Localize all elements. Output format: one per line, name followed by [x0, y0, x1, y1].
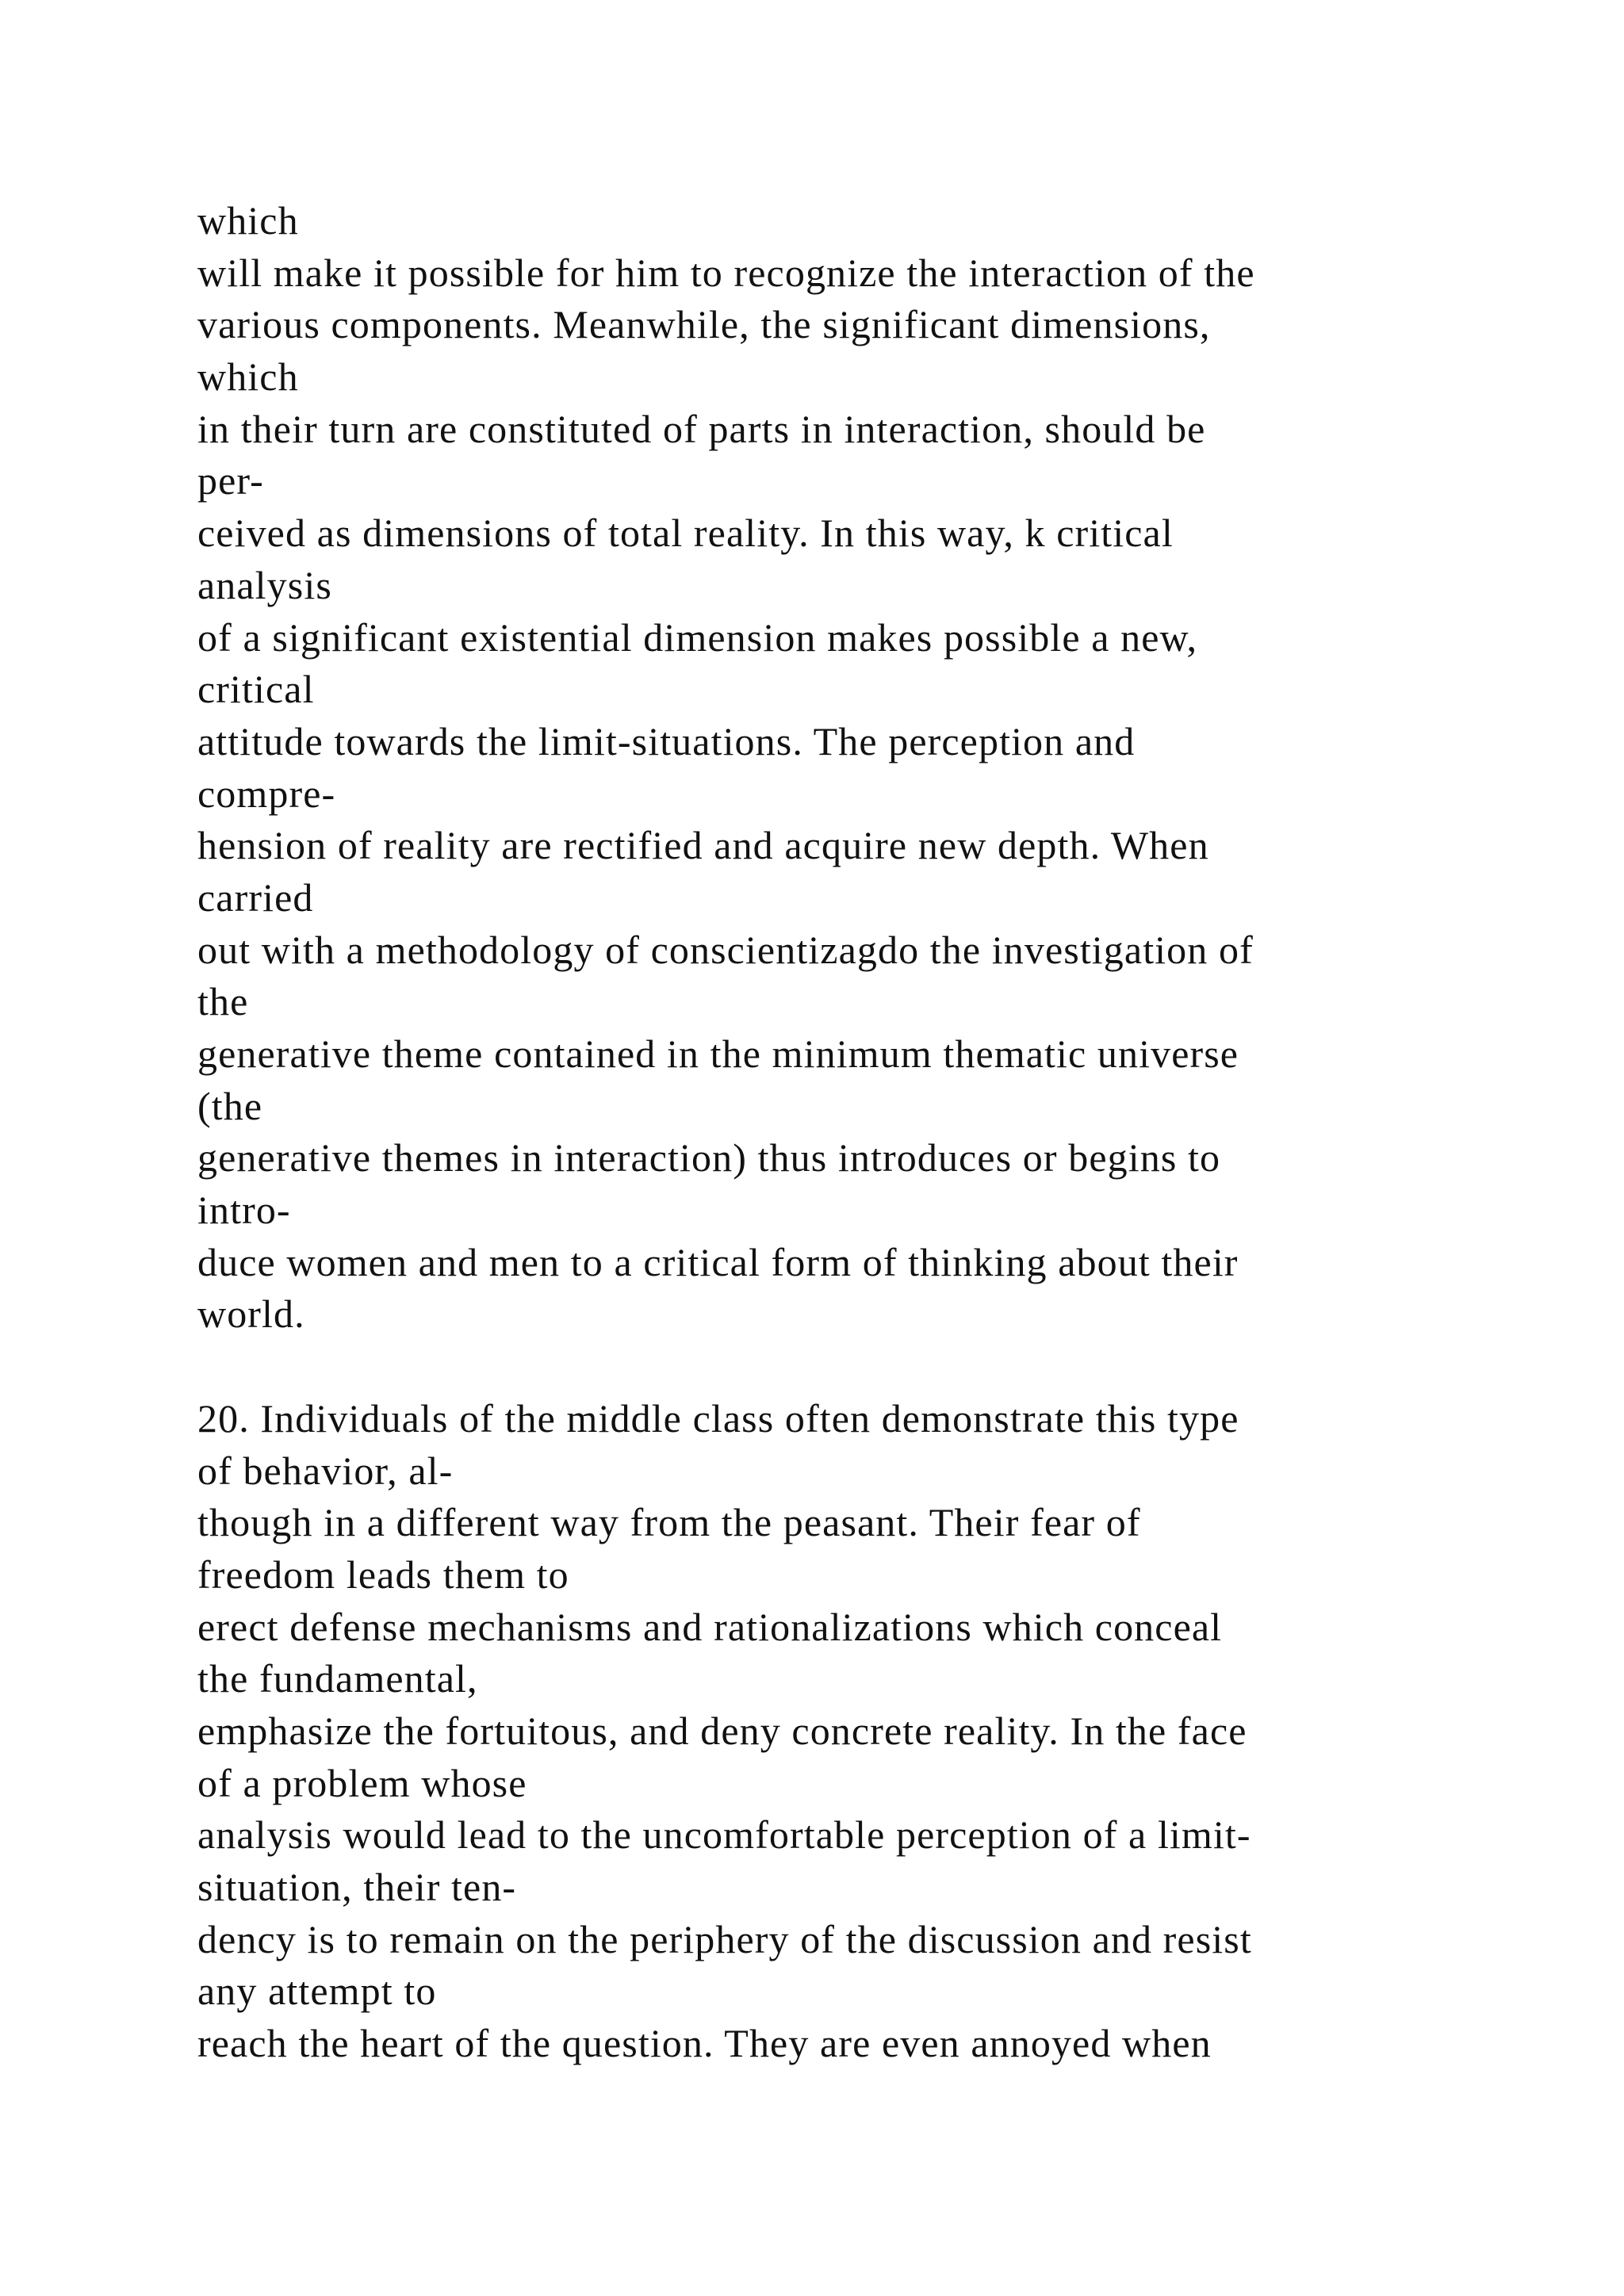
- text-line: any attempt to: [197, 1969, 437, 2014]
- text-line: of a significant existential dimension makes possible a new,: [197, 614, 1198, 660]
- text-line: which: [197, 354, 299, 400]
- text-line: compre-: [197, 771, 336, 816]
- text-line: reach the heart of the question. They are even annoyed when: [197, 2021, 1212, 2066]
- text-line: analysis would lead to the uncomfortable perception of a limit-: [197, 1812, 1251, 1858]
- text-line: the: [197, 979, 249, 1024]
- text-line: situation, their ten-: [197, 1865, 517, 1909]
- paragraph-gap: [197, 1341, 1593, 1393]
- text-line: the fundamental,: [197, 1656, 478, 1701]
- text-line: which: [197, 198, 299, 243]
- text-line: of a problem whose: [197, 1760, 527, 1805]
- text-line: carried: [197, 874, 314, 920]
- text-line: analysis: [197, 562, 332, 607]
- text-line: emphasize the fortuitous, and deny concrete reality. In the face: [197, 1708, 1247, 1753]
- text-line: attitude towards the limit-situations. The perception and: [197, 718, 1136, 763]
- text-line: of behavior, al-: [197, 1448, 454, 1493]
- text-line: erect defense mechanisms and rationalizations which conceal: [197, 1604, 1223, 1649]
- text-line: will make it possible for him to recognize the interaction of the: [197, 250, 1255, 295]
- text-line: duce women and men to a critical form of thinking about their: [197, 1239, 1239, 1284]
- text-line: freedom leads them to: [197, 1552, 569, 1597]
- text-line: intro-: [197, 1188, 291, 1233]
- text-line: generative themes in interaction) thus introduces or begins to: [197, 1135, 1221, 1181]
- text-line: (the: [197, 1083, 263, 1128]
- text-line: though in a different way from the peasant. Their fear of: [197, 1500, 1141, 1545]
- text-line: critical: [197, 667, 315, 712]
- text-line: hension of reality are rectified and acquire new depth. When: [197, 823, 1209, 868]
- text-line: world.: [197, 1292, 305, 1337]
- text-line: various components. Meanwhile, the significant dimensions,: [197, 302, 1211, 347]
- text-line: generative theme contained in the minimum thematic universe: [197, 1031, 1239, 1076]
- footnote-20: [197, 1393, 1593, 2070]
- paragraph-continuation: [197, 195, 1593, 1341]
- text-line: ceived as dimensions of total reality. In this way, k critical: [197, 511, 1174, 556]
- text-line: out with a methodology of conscientizagdo the investigation of: [197, 927, 1254, 972]
- document-body: [197, 195, 1593, 2070]
- text-line: in their turn are constituted of parts in interaction, should be: [197, 406, 1206, 451]
- text-line: dency is to remain on the periphery of the discussion and resist: [197, 1916, 1252, 1961]
- text-line: per-: [197, 458, 264, 503]
- text-line: 20. Individuals of the middle class often demonstrate this type: [197, 1395, 1239, 1441]
